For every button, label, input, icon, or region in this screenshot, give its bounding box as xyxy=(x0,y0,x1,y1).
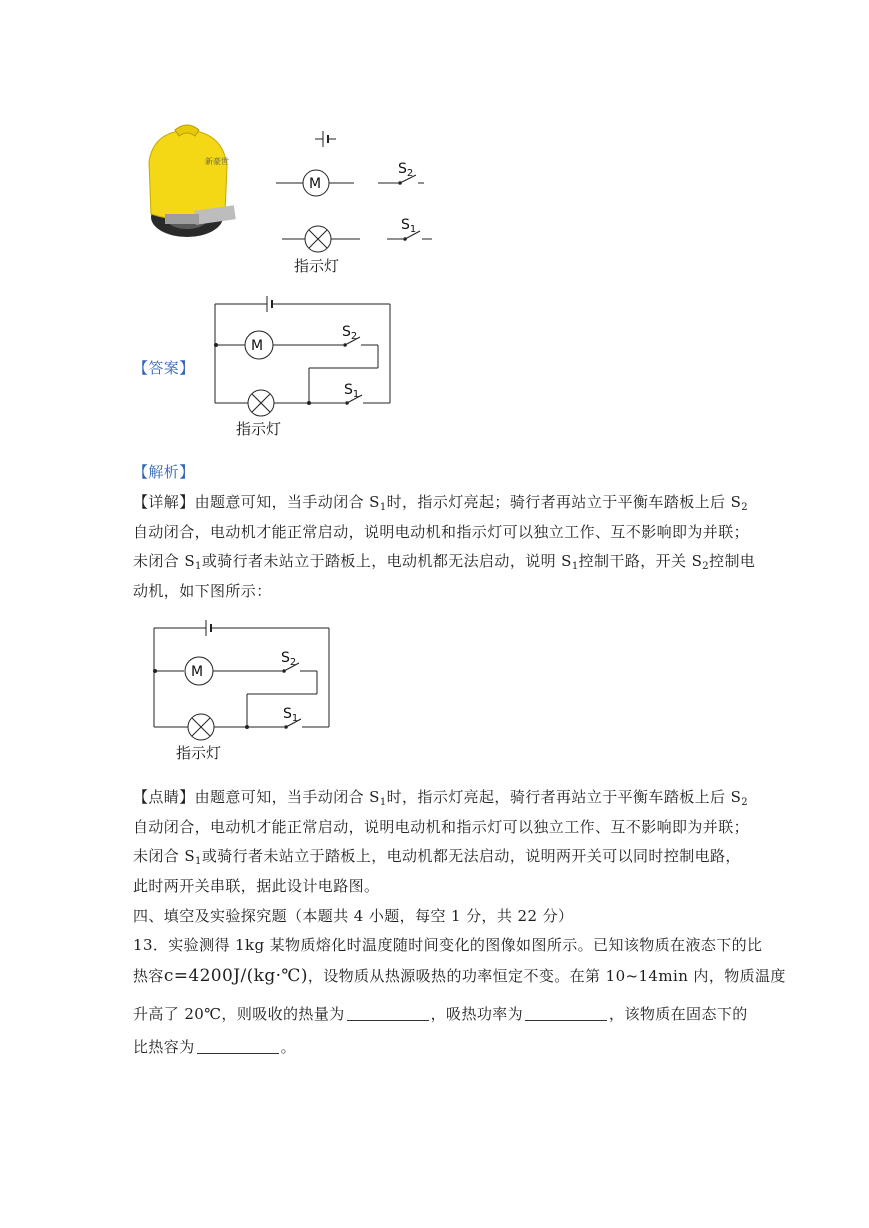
detail-line-2: 自动闭合，电动机才能正常启动，说明电动机和指示灯可以独立工作、互不影响即为并联； xyxy=(133,523,750,541)
q13-line-1: 13．实验测得 1kg 某物质熔化时温度随时间变化的图像如图所示。已知该物质在液态下的比 xyxy=(133,936,763,954)
heat-blank[interactable] xyxy=(347,1004,429,1021)
comment-tag: 【点睛】 xyxy=(133,788,195,806)
answer-tag: 【答案】 xyxy=(133,359,195,377)
answer-switch1-label: $S_1$ xyxy=(344,382,360,400)
detail-motor-symbol: M xyxy=(191,664,204,680)
detail-line-4: 动机，如下图所示： xyxy=(133,582,272,600)
comment-line-4: 此时两开关串联，据此设计电路图。 xyxy=(133,877,380,895)
answer-motor-symbol: M xyxy=(251,338,264,354)
detail-switch2-label: $S_2$ xyxy=(281,650,297,668)
detail-line-1: 【详解】由题意可知，当手动闭合 $S_1$时，指示灯亮起；骑行者再站立于平衡车踏板上后 $S_2$ xyxy=(133,493,749,513)
comment-line-1: 【点睛】由题意可知，当手动闭合 $S_1$时，指示灯亮起，骑行者再站立于平衡车踏板上后 $S_2$ xyxy=(133,788,749,808)
switch1-label: $S_1$ xyxy=(401,217,417,235)
section-heading: 四、填空及实验探究题（本题共 4 小题，每空 1 分，共 22 分） xyxy=(133,907,574,925)
solid-heat-capacity-blank[interactable] xyxy=(197,1037,279,1054)
power-blank[interactable] xyxy=(525,1004,607,1021)
q13-line-4: 比热容为 。 xyxy=(133,1038,297,1056)
detail-tag: 【详解】 xyxy=(133,493,195,511)
detail-lamp-caption: 指示灯 xyxy=(176,744,222,762)
answer-lamp-caption: 指示灯 xyxy=(236,420,282,438)
analysis-tag: 【解析】 xyxy=(133,463,195,481)
lamp-caption: 指示灯 xyxy=(294,257,340,275)
q13-line-2: 热容c=4200J/(kg·℃)，设物质从热源吸热的功率恒定不变。在第 10~14min 内，物质温度 xyxy=(133,966,786,986)
comment-line-2: 自动闭合，电动机才能正常启动，说明电动机和指示灯可以独立工作、互不影响即为并联； xyxy=(133,818,750,836)
motor-symbol: M xyxy=(309,176,322,192)
specific-heat-formula: c=4200J/(kg·℃) xyxy=(163,966,308,986)
detail-switch1-label: $S_1$ xyxy=(283,706,299,724)
detail-line-3: 未闭合 $S_1$或骑行者未站立于踏板上，电动机都无法启动，说明 $S_1$控制干路，开关 $S_2$控制电 xyxy=(133,552,756,572)
answer-circuit-diagram xyxy=(205,290,405,440)
comment-line-3: 未闭合 $S_1$或骑行者未站立于踏板上，电动机都无法启动，说明两开关可以同时控制电路， xyxy=(133,847,741,867)
q13-line-3: 升高了 20℃，则吸收的热量为 ，吸热功率为 ，该物质在固态下的 xyxy=(133,1005,748,1023)
product-label: 新豪世 xyxy=(205,157,229,166)
answer-switch2-label: $S_2$ xyxy=(342,324,358,342)
detail-circuit-diagram xyxy=(144,614,344,764)
balance-car-image xyxy=(135,122,243,240)
switch2-label: $S_2$ xyxy=(398,161,414,179)
